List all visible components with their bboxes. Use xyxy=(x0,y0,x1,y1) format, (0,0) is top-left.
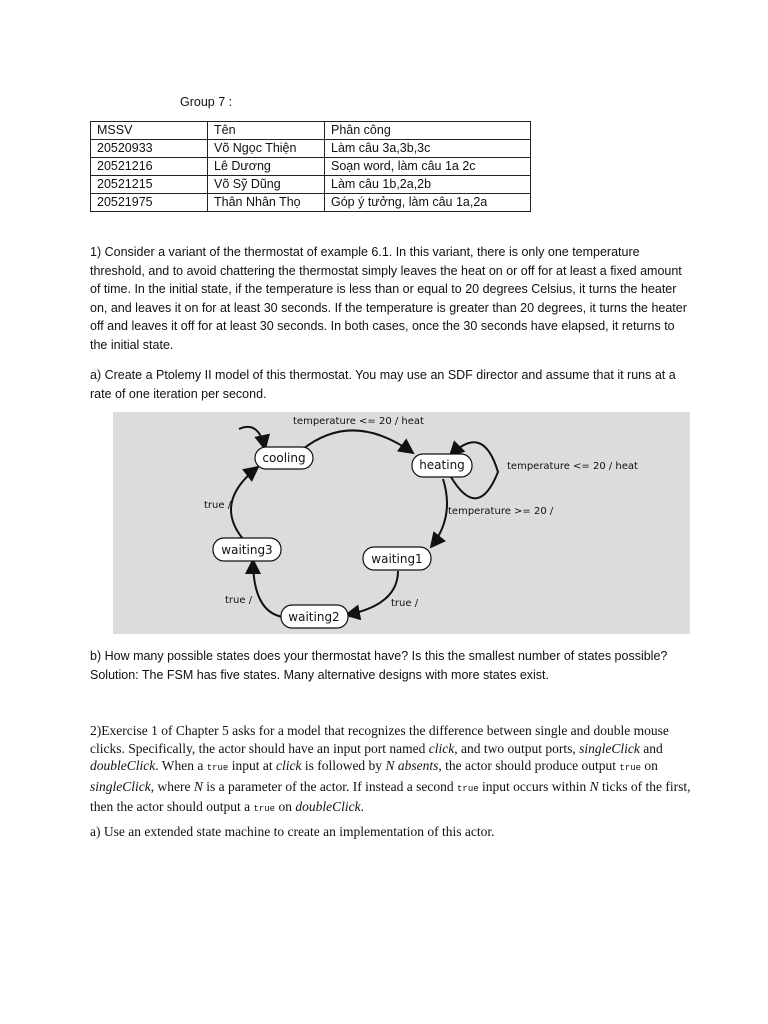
label-waiting3-cooling: true / xyxy=(204,500,232,511)
table-row xyxy=(91,194,531,212)
q2-t2: . When a xyxy=(155,758,204,773)
state-waiting3 xyxy=(213,538,281,561)
q2-doubleclick: doubleClick xyxy=(90,758,156,773)
q2-t8: is a parameter of the actor. If instead a second xyxy=(206,778,454,794)
cell-mssv: 20521216 xyxy=(91,158,208,176)
label-waiting1-waiting2: true / xyxy=(391,598,419,609)
label-cooling-heating: temperature <= 20 / heat xyxy=(293,416,424,427)
q2-n-3: N xyxy=(589,778,599,794)
state-waiting1 xyxy=(363,547,431,570)
label-heating-waiting1: temperature >= 20 / xyxy=(448,506,554,517)
cell-mssv: 20521975 xyxy=(91,194,208,212)
q2-n-1: N xyxy=(385,758,395,773)
state-waiting3-label: waiting3 xyxy=(221,543,273,557)
state-heating xyxy=(412,454,472,477)
q2-t11: on xyxy=(278,799,292,814)
question-2a-text: a) Use an extended state machine to create an implementation of this actor. xyxy=(90,824,495,839)
cell-phan-cong: Soạn word, làm câu 1a 2c xyxy=(325,158,531,176)
fsm-diagram xyxy=(113,412,690,634)
state-heating-label: heating xyxy=(419,458,465,472)
q2-absents: absents xyxy=(397,758,439,773)
q2-t12: . xyxy=(360,799,364,814)
q2-click-2: click xyxy=(275,758,302,773)
solution-text: Solution: The FSM has five states. Many alternative designs with more states exist. xyxy=(90,667,550,682)
q2-singleclick-2: singleClick xyxy=(90,778,151,794)
table-row xyxy=(91,176,531,194)
label-waiting2-waiting3: true / xyxy=(225,595,253,606)
table-row xyxy=(91,158,531,176)
table-header-row xyxy=(91,122,531,140)
state-waiting2-label: waiting2 xyxy=(288,610,340,624)
q2-t6: on xyxy=(644,758,658,773)
group-title: Group 7 : xyxy=(180,95,233,109)
state-cooling-label: cooling xyxy=(262,451,306,465)
label-heating-self: temperature <= 20 / heat xyxy=(507,461,638,472)
header-mssv: MSSV xyxy=(91,122,208,140)
question-1a-text: a) Create a Ptolemy II model of this thermostat. You may use an SDF director and assume that it runs at a rate of one iteration per second. xyxy=(90,368,676,401)
question-2-text xyxy=(90,722,700,819)
q2-t5: , the actor should produce output xyxy=(438,758,617,773)
q2-t7: , where xyxy=(150,778,191,794)
cell-phan-cong: Làm câu 3a,3b,3c xyxy=(325,140,531,158)
cell-ten: Lê Dương xyxy=(208,158,325,176)
q2-t9: input occurs within xyxy=(482,778,587,794)
cell-phan-cong: Góp ý tưởng, làm câu 1a,2a xyxy=(325,194,531,212)
table-row xyxy=(91,140,531,158)
q2-intro: 2)Exercise 1 of Chapter 5 asks for a model that recognizes the difference between single and double mouse clicks. Specifically, the actor should have an input port named xyxy=(90,723,669,756)
cell-ten: Thân Nhân Thọ xyxy=(208,194,325,212)
q2-doubleclick-2: doubleClick xyxy=(295,799,361,814)
question-1b xyxy=(90,647,690,684)
state-waiting2 xyxy=(281,605,348,628)
q2-n-2: N xyxy=(193,778,203,794)
header-ten: Tên xyxy=(208,122,325,140)
q2-singleclick: singleClick xyxy=(579,740,640,756)
q2-and: and xyxy=(643,740,663,756)
state-waiting1-label: waiting1 xyxy=(371,552,423,566)
q2-t3: input at xyxy=(231,758,273,773)
members-table xyxy=(90,121,531,212)
cell-mssv: 20521215 xyxy=(91,176,208,194)
cell-ten: Võ Sỹ Dũng xyxy=(208,176,325,194)
q2-t4: is followed by xyxy=(304,758,383,773)
q2-true-3: true xyxy=(457,783,479,794)
q2-true-2: true xyxy=(619,763,642,773)
cell-phan-cong: Làm câu 1b,2a,2b xyxy=(325,176,531,194)
state-cooling xyxy=(255,447,313,469)
q2-t1: , and two output ports, xyxy=(454,740,576,756)
question-1-text: 1) Consider a variant of the thermostat of example 6.1. In this variant, there is only one temperature threshold, and to avoid chattering the thermostat simply leaves the heat on or off for at least a fixed amount of time. In the initial state, if the temperature is less than or equal to 20 degrees Celsius, it turns the heater on, and leaves it on for at least 30 seconds. If the temperature is greater than 20 degrees, it turns the heater off and leaves it off for at least 30 seconds. In both cases, once the 30 seconds have elapsed, it returns to the initial state. xyxy=(90,245,687,352)
q2-true-1: true xyxy=(206,763,229,773)
question-1b-text: b) How many possible states does your thermostat have? Is this the smallest number of states possible? xyxy=(90,649,668,663)
cell-ten: Võ Ngọc Thiện xyxy=(208,140,325,158)
cell-mssv: 20520933 xyxy=(91,140,208,158)
q2-click: click xyxy=(428,740,455,756)
q2-true-4: true xyxy=(253,804,276,814)
q2-t10: ticks of the first, then the actor should output a xyxy=(90,778,691,814)
header-phan-cong: Phân công xyxy=(325,122,531,140)
